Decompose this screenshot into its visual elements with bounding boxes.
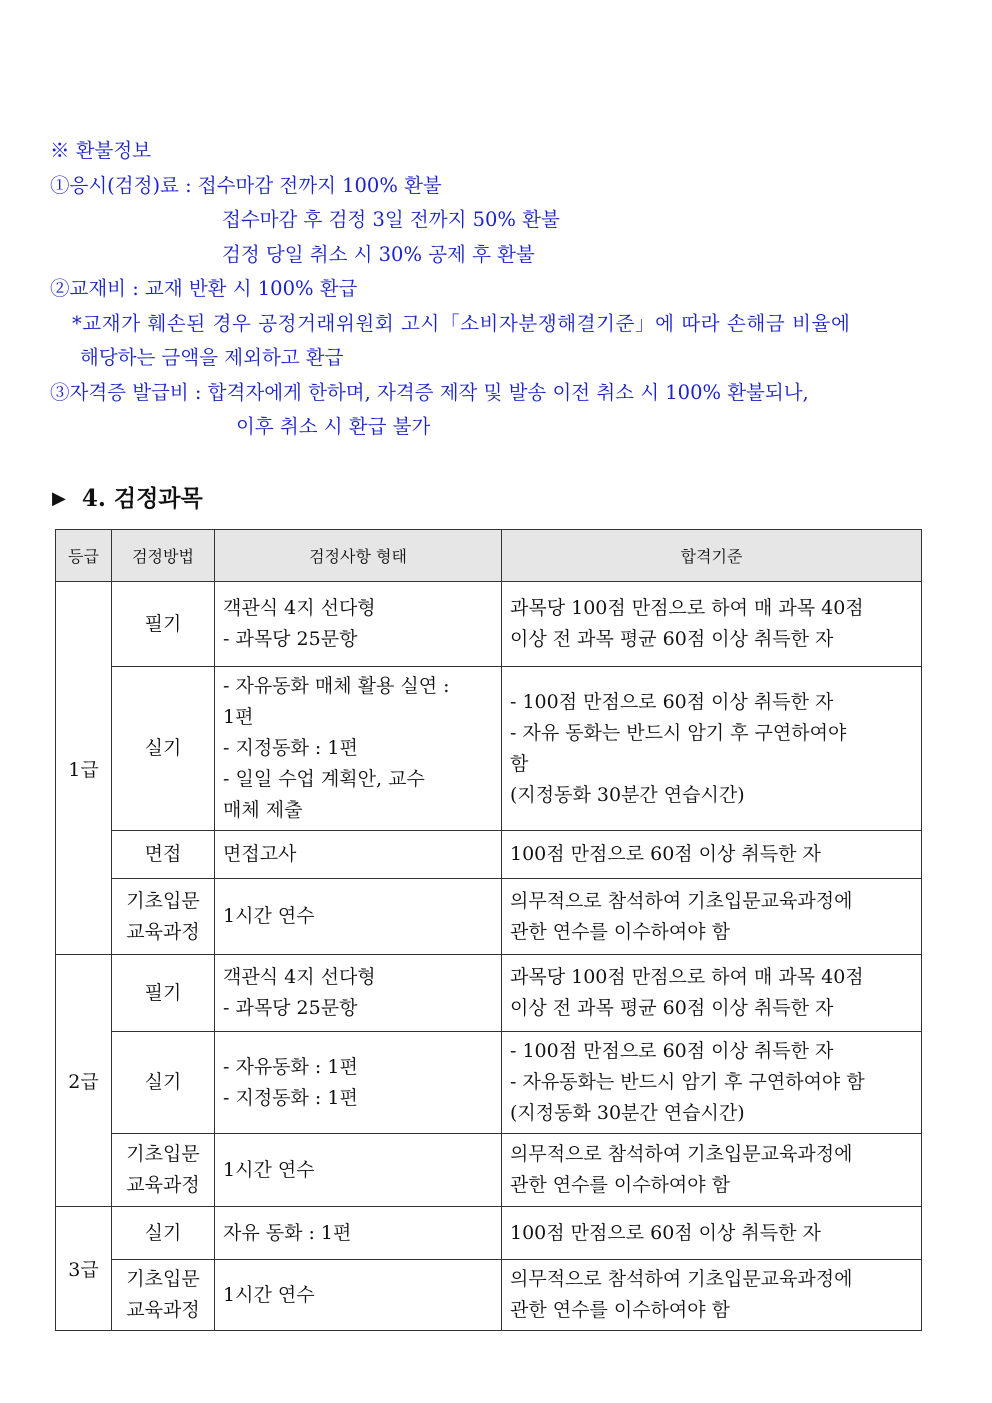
refund-exam-fee-line-3: 검정 당일 취소 시 30% 공제 후 환불 (222, 242, 535, 266)
criteria-cell: 과목당 100점 만점으로 하여 매 과목 40점 이상 전 과목 평균 60점 이상 취득한 자 (502, 582, 922, 667)
table-row (56, 1260, 922, 1331)
form-cell: - 자유동화 매체 활용 실연 : 1편 - 지정동화 : 1편 - 일일 수업 계획안, 교수 매체 제출 (215, 667, 502, 831)
method-cell: 필기 (112, 955, 215, 1032)
criteria-cell: - 100점 만점으로 60점 이상 취득한 자 - 자유동화는 반드시 암기 후 구연하여야 함 (지정동화 30분간 연습시간) (502, 1032, 922, 1134)
grade-2-cell: 2급 (56, 955, 112, 1207)
method-cell: 실기 (112, 1032, 215, 1134)
grade-1-cell: 1급 (56, 582, 112, 955)
form-cell: 객관식 4지 선다형 - 과목당 25문항 (215, 582, 502, 667)
method-cell: 필기 (112, 582, 215, 667)
table-header-row (56, 530, 922, 582)
refund-exam-fee-line-2: 접수마감 후 검정 3일 전까지 50% 환불 (222, 208, 560, 231)
refund-cert-line-1: ③자격증 발급비 : 합격자에게 한하며, 자격증 제작 및 발송 이전 취소 시 100% 환불되나, (50, 380, 809, 404)
exam-subjects-table (55, 529, 922, 1331)
refund-title: ※ 환불정보 (50, 139, 152, 162)
form-cell: 면접고사 (215, 831, 502, 879)
method-cell: 기초입문 교육과정 (112, 879, 215, 955)
refund-textbook-note-text: *교재가 훼손된 경우 공정거래위원회 고시「소비자분쟁해결기준」에 따라 손해금 비율에 (72, 311, 851, 335)
method-cell: 기초입문 교육과정 (112, 1134, 215, 1207)
table-row (56, 955, 922, 1032)
section-heading-text: 4. 검정과목 (81, 485, 203, 512)
criteria-cell: - 100점 만점으로 60점 이상 취득한 자 - 자유 동화는 반드시 암기 후 구연하여야 함 (지정동화 30분간 연습시간) (502, 667, 922, 831)
form-cell: 1시간 연수 (215, 1260, 502, 1331)
triangle-bullet-icon: ▶ (52, 488, 66, 509)
table-row (56, 1032, 922, 1134)
criteria-cell: 의무적으로 참석하여 기초입문교육과정에 관한 연수를 이수하여야 함 (502, 1260, 922, 1331)
method-cell: 면접 (112, 831, 215, 879)
refund-info (50, 134, 940, 445)
table-row (56, 831, 922, 879)
refund-cert-line-2: 이후 취소 시 환급 불가 (236, 415, 431, 438)
table-row (56, 582, 922, 667)
form-cell: 1시간 연수 (215, 879, 502, 955)
criteria-cell: 과목당 100점 만점으로 하여 매 과목 40점 이상 전 과목 평균 60점 이상 취득한 자 (502, 955, 922, 1032)
criteria-cell: 100점 만점으로 60점 이상 취득한 자 (502, 1207, 922, 1260)
refund-textbook-note-line-1 (50, 307, 940, 342)
method-cell: 기초입문 교육과정 (112, 1260, 215, 1331)
refund-textbook: ②교재비 : 교재 반환 시 100% 환급 (50, 277, 358, 300)
form-cell: 객관식 4지 선다형 - 과목당 25문항 (215, 955, 502, 1032)
table-row (56, 1134, 922, 1207)
header-method: 검정방법 (112, 530, 215, 582)
refund-exam-fee-line-1: ①응시(검정)료 : 접수마감 전까지 100% 환불 (50, 173, 442, 197)
form-cell: - 자유동화 : 1편 - 지정동화 : 1편 (215, 1032, 502, 1134)
method-cell: 실기 (112, 1207, 215, 1260)
header-form: 검정사항 형태 (215, 530, 502, 582)
form-cell: 자유 동화 : 1편 (215, 1207, 502, 1260)
grade-3-cell: 3급 (56, 1207, 112, 1331)
header-grade: 등급 (56, 530, 112, 582)
section-heading (52, 480, 203, 513)
form-cell: 1시간 연수 (215, 1134, 502, 1207)
method-cell: 실기 (112, 667, 215, 831)
table-row (56, 879, 922, 955)
table-row (56, 1207, 922, 1260)
criteria-cell: 의무적으로 참석하여 기초입문교육과정에 관한 연수를 이수하여야 함 (502, 879, 922, 955)
table-row (56, 667, 922, 831)
criteria-cell: 100점 만점으로 60점 이상 취득한 자 (502, 831, 922, 879)
refund-textbook-note-line-2: 해당하는 금액을 제외하고 환급 (80, 346, 344, 369)
header-criteria: 합격기준 (502, 530, 922, 582)
criteria-cell: 의무적으로 참석하여 기초입문교육과정에 관한 연수를 이수하여야 함 (502, 1134, 922, 1207)
